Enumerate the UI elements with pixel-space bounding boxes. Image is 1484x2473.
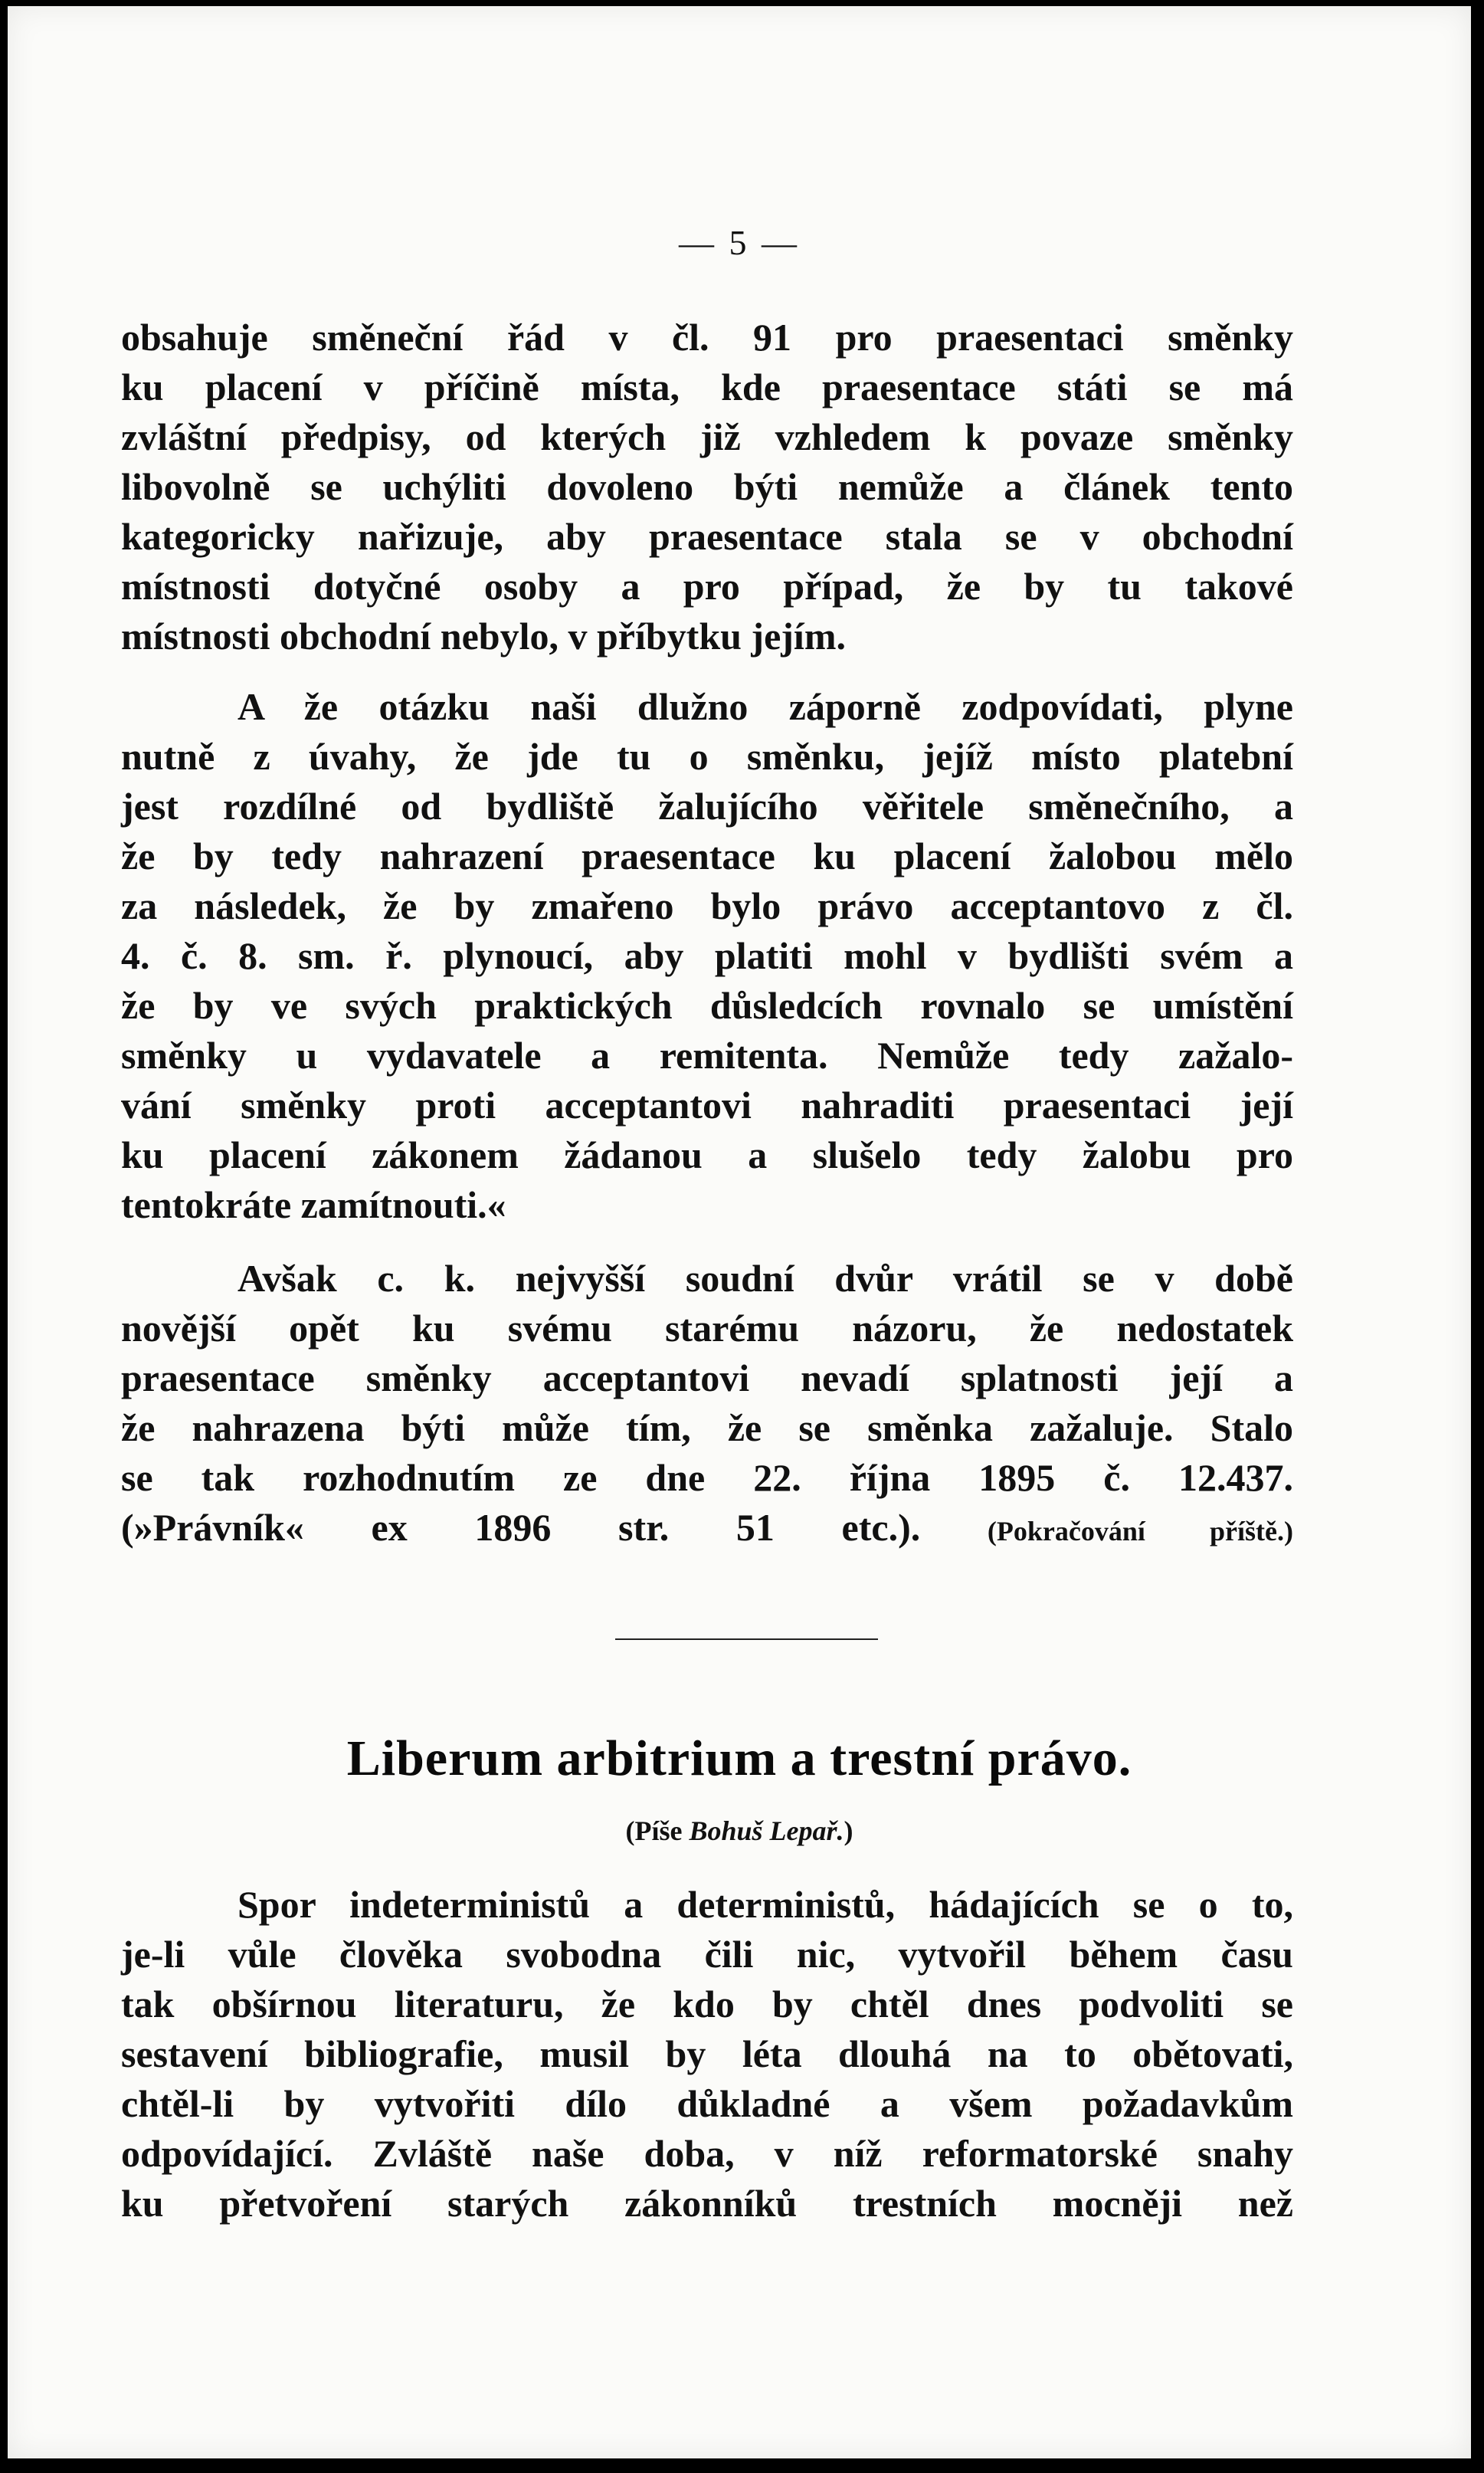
text-line: je-li vůle člověka svobodna čili nic, vytvořil během času [121,1933,1293,1976]
text-line: novější opět ku svému starému názoru, že nedostatek [121,1307,1293,1350]
paragraph-1 [121,313,1293,661]
text-line: směnky u vydavatele a remitenta. Nemůže tedy zažalo- [121,1034,1293,1077]
paragraph-4 [121,1880,1293,2229]
text-line: vání směnky proti acceptantovi nahraditi praesentaci její [121,1084,1293,1127]
text-line: Avšak c. k. nejvyšší soudní dvůr vrátil se v době [238,1257,1293,1300]
text-line: A že otázku naši dlužno záporně zodpovídati, plyne [238,685,1293,728]
text-line: že nahrazena býti může tím, že se směnka zažaluje. Stalo [121,1406,1293,1449]
text-line: nutně z úvahy, že jde tu o směnku, jejíž místo platební [121,735,1293,778]
byline-author: Bohuš Lepař. [689,1815,844,1846]
text-line: že by ve svých praktických důsledcích rovnalo se umístění [121,984,1293,1027]
article-byline [8,1815,1471,1847]
citation-text: (»Právník« ex 1896 str. 51 etc.). [121,1506,921,1549]
text-line: že by tedy nahrazení praesentace ku placení žalobou mělo [121,835,1293,877]
text-line: místnosti dotyčné osoby a pro případ, že by tu takové [121,565,1293,608]
document-sheet [8,6,1471,2458]
text-line: místnosti obchodní nebylo, v příbytku jejím. [121,615,846,658]
text-line: obsahuje směneční řád v čl. 91 pro praesentaci směnky [121,316,1293,359]
text-line: 4. č. 8. sm. ř. plynoucí, aby platiti mohl v bydlišti svém a [121,934,1293,977]
section-divider [615,1638,878,1640]
text-line: ku placení v příčině místa, kde praesentace státi se má [121,366,1293,408]
text-line: zvláštní předpisy, od kterých již vzhledem k povaze směnky [121,415,1293,458]
paragraph-3 [121,1254,1293,1553]
text-line-with-note [121,1503,1293,1553]
page-number: — 5 — [679,223,800,262]
article-title: Liberum arbitrium a trestní právo. [346,1730,1132,1786]
byline-suffix: ) [844,1815,853,1846]
text-line: jest rozdílné od bydliště žalujícího věřitele směnečního, a [121,785,1293,828]
text-line: se tak rozhodnutím ze dne 22. října 1895 č. 12.437. [121,1456,1293,1499]
paragraph-2 [121,682,1293,1230]
text-line: libovolně se uchýliti dovoleno býti nemůže a článek tento [121,465,1293,508]
text-line: odpovídající. Zvláště naše doba, v níž reformatorské snahy [121,2132,1293,2175]
text-line: za následek, že by zmařeno bylo právo acceptantovo z čl. [121,884,1293,927]
text-line: ku přetvoření starých zákonníků trestních mocněji než [121,2182,1293,2225]
text-line: tentokráte zamítnouti.« [121,1183,506,1226]
text-line: Spor indeterministů a deterministů, hádajících se o to, [238,1883,1293,1926]
text-line: kategoricky nařizuje, aby praesentace stala se v obchodní [121,515,1293,558]
text-line: praesentace směnky acceptantovi nevadí splatnosti její a [121,1356,1293,1399]
text-line: chtěl-li by vytvořiti dílo důkladné a všem požadavkům [121,2082,1293,2125]
text-line: tak obšírnou literaturu, že kdo by chtěl dnes podvoliti se [121,1983,1293,2025]
text-line: sestavení bibliografie, musil by léta dlouhá na to obětovati, [121,2032,1293,2075]
byline-prefix: (Píše [625,1815,683,1846]
continuation-note: (Pokračování příště.) [987,1516,1294,1546]
text-line: ku placení zákonem žádanou a slušelo tedy žalobu pro [121,1133,1293,1176]
page [8,6,1471,2458]
